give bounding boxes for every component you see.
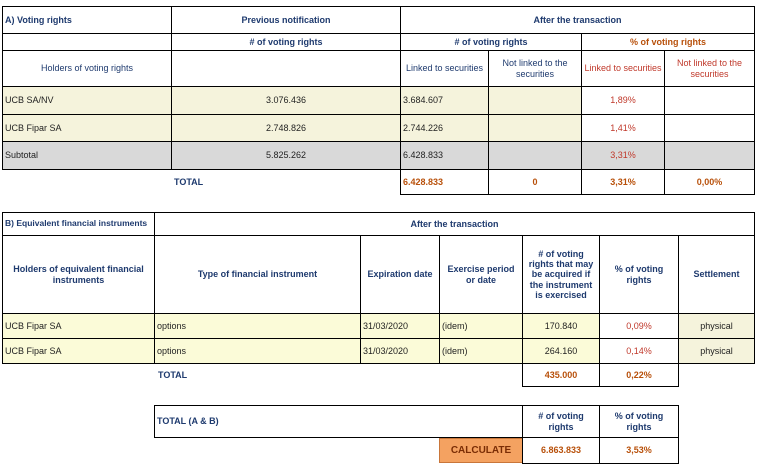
linked-value: 2.744.226 [400,114,489,142]
holder-name: UCB Fipar SA [2,114,172,142]
linked-securities-pct-label: Linked to securities [581,50,665,87]
total-a-label: TOTAL [174,176,204,187]
not-linked-securities-pct-label: Not linked to the securities [664,50,755,87]
settlement-value: physical [678,313,755,339]
num-voting-rights-after-header: # of voting rights [400,33,582,51]
exercise-period: (idem) [439,338,523,364]
section-a-title: A) Voting rights [2,6,172,34]
linked-securities-label: Linked to securities [400,50,489,87]
expiration-date-label: Expiration date [360,235,440,314]
not-linked-pct-value [664,86,755,115]
instrument-pct: 0,14% [599,338,679,364]
subtotal-not-linked [488,141,582,170]
instrument-holder: UCB Fipar SA [2,338,155,364]
previous-value: 3.076.436 [171,86,401,115]
settlement-label: Settlement [678,235,755,314]
pct-voting-rights-header: % of voting rights [581,33,755,51]
total-linked: 6.428.833 [400,169,489,195]
total-linked-pct: 3,31% [581,169,665,195]
total-ab-num-label: # of voting rights [522,405,600,438]
not-linked-securities-label: Not linked to the securities [488,50,582,87]
total-ab-pct: 3,53% [599,437,679,464]
section-b-title: B) Equivalent financial instruments [2,212,155,236]
instrument-pct: 0,09% [599,313,679,339]
linked-value: 3.684.607 [400,86,489,115]
instrument-type: options [154,338,361,364]
total-not-linked-pct: 0,00% [664,169,755,195]
total-b-acquired: 435.000 [522,363,600,387]
total-ab-pct-label: % of voting rights [599,405,679,438]
exercise-period: (idem) [439,313,523,339]
calculate-button[interactable]: CALCULATE [439,438,523,463]
pct-voting-rights-b-label: % of voting rights [599,235,679,314]
not-linked-value [488,114,582,142]
acquirable-voting-rights: 264.160 [522,338,600,364]
not-linked-pct-value [664,114,755,142]
subtotal-previous: 5.825.262 [171,141,401,170]
holders-instruments-label: Holders of equivalent financial instruments [2,235,155,314]
previous-value: 2.748.826 [171,114,401,142]
linked-pct-value: 1,41% [581,114,665,142]
after-transaction-header: After the transaction [400,6,755,34]
subtotal-linked-pct: 3,31% [581,141,665,170]
subtotal-linked: 6.428.833 [400,141,489,170]
not-linked-value [488,86,582,115]
total-ab-title: TOTAL (A & B) [154,405,523,438]
total-not-linked: 0 [488,169,582,195]
expiration-date: 31/03/2020 [360,313,440,339]
acquirable-voting-rights: 170.840 [522,313,600,339]
instrument-type-label: Type of financial instrument [154,235,361,314]
blank-cell [2,33,172,51]
blank-cell [171,50,401,87]
after-transaction-b-header: After the transaction [154,212,755,236]
expiration-date: 31/03/2020 [360,338,440,364]
total-b-label: TOTAL [158,369,188,380]
total-ab-num: 6.863.833 [522,437,600,464]
settlement-value: physical [678,338,755,364]
previous-notification-header: Previous notification [171,6,401,34]
acquirable-voting-rights-label: # of voting rights that may be acquired if the instrument is exercised [522,235,600,314]
linked-pct-value: 1,89% [581,86,665,115]
holders-voting-rights-label: Holders of voting rights [2,50,172,87]
subtotal-not-linked-pct [664,141,755,170]
instrument-type: options [154,313,361,339]
total-b-pct: 0,22% [599,363,679,387]
num-voting-rights-header: # of voting rights [171,33,401,51]
exercise-period-label: Exercise period or date [439,235,523,314]
holder-name: UCB SA/NV [2,86,172,115]
instrument-holder: UCB Fipar SA [2,313,155,339]
subtotal-label: Subtotal [2,141,172,170]
